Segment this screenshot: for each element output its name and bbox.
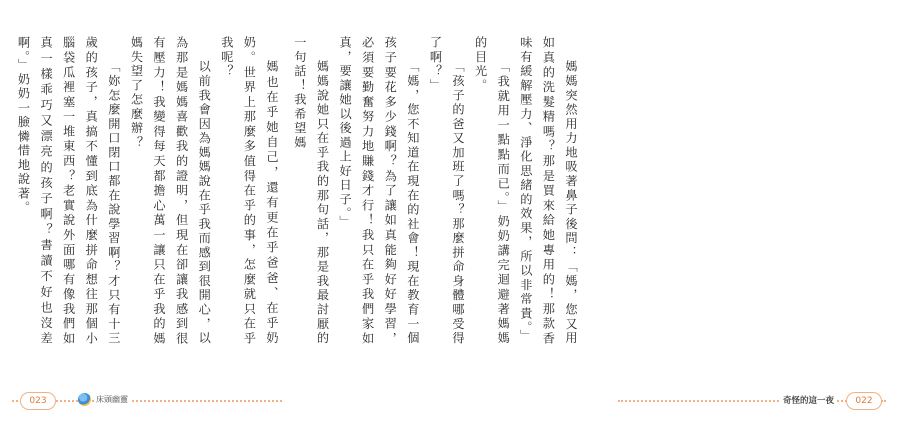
paragraph: 以前我會因為媽媽說在乎我而感到很開心，以為那是媽媽喜歡我的證明，但現在卻讓我感到很有壓力！我變得每天都擔心萬一讓只在乎我的媽媽失望了怎麼辦？ [129, 36, 212, 346]
paragraph: 「我就用一點點而已。」奶奶講完迴避著媽媽的目光。 [473, 36, 511, 346]
book-logo-icon [78, 393, 91, 406]
right-page-footer [600, 389, 900, 413]
paragraph: 媽媽突然用力地吸著鼻子後問：「媽，您又用如真的洗髮精嗎？那是買來給她專用的！那款香味有緩解壓力、淨化思緒的效果，所以非常貴。」 [518, 36, 578, 346]
left-page-footer [0, 389, 300, 413]
page-number-badge: 022 [846, 392, 882, 410]
paragraph: 「妳怎麼開口閉口都在說學習啊？才只有十三歲的孩子，真搞不懂到底為什麼拼命想往那個小腦袋瓜裡塞一堆東西？老實說外面哪有像我們如真一樣乖巧又漂亮的孩子啊？書讀不好也沒差啊。」奶奶一臉憐惜地說著。 [16, 36, 121, 346]
left-page-body [18, 36, 283, 346]
paragraph: 媽媽說她只在乎我的那句話，那是我最討厭的一句話！我希望媽 [292, 36, 330, 346]
paragraph: 「孩子的爸又加班了嗎？那麼拼命身體哪受得了啊？」 [428, 36, 466, 346]
chapter-title: 奇怪的這一夜 [780, 394, 837, 406]
right-page-body [292, 36, 582, 346]
page-number-badge: 023 [20, 392, 56, 410]
left-page [0, 0, 300, 425]
paragraph: 「媽，您不知道在現在的社會！現在教育一個孩子要花多少錢啊？為了讓如真能夠好好學習，必須要勤奮努力地賺錢才行！我只在乎我們家如真，要讓她以後過上好日子。」 [338, 36, 420, 346]
right-page [292, 0, 873, 425]
book-title: 床頭幽靈 [96, 395, 128, 404]
paragraph: 媽也在乎她自己，還有更在乎爸爸、在乎奶奶。世界上那麼多值得在乎的事，怎麼就只在乎我呢？ [219, 36, 279, 346]
